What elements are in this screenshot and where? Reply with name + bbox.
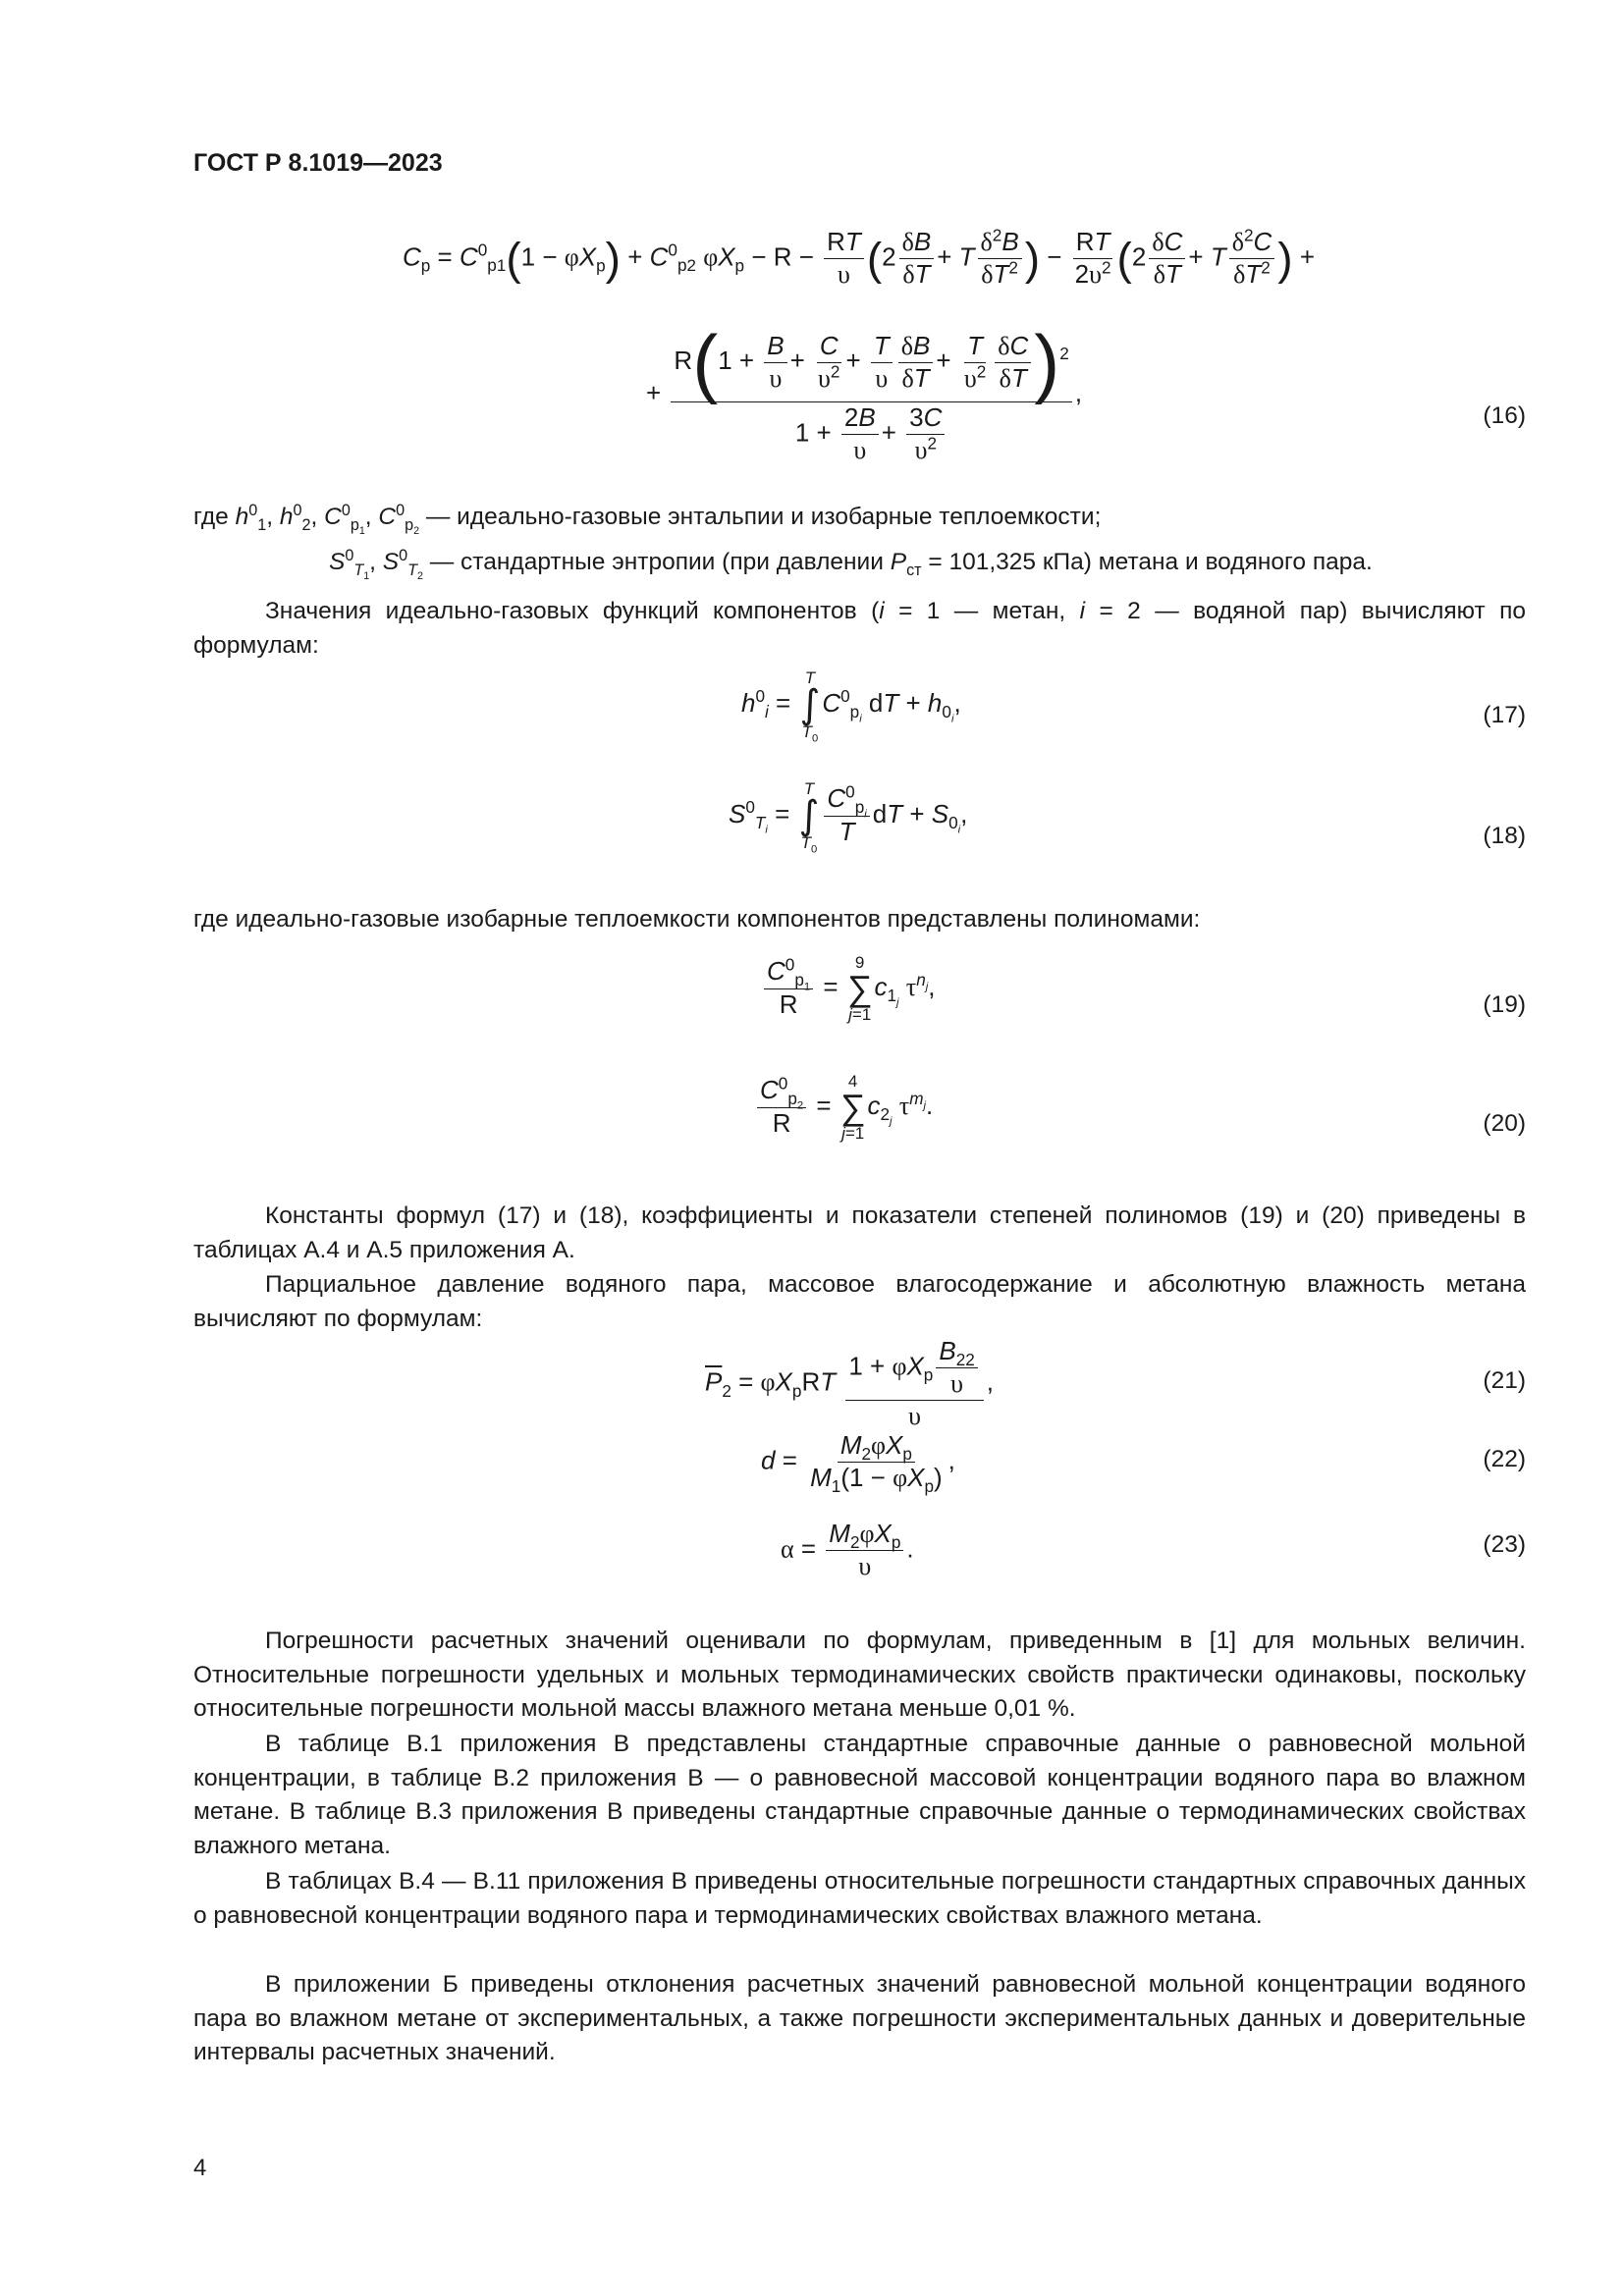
formula-16-line-2: + R(1 + $\frac{B}{\upsilon}$ + $\frac{C}{\upsilon^2}$ + $\frac{T}{\upsilon}$ $\frac{\delta B}{\delta T}$ + $\frac{T}{\upsilon^2}$ $\frac{\delta C}{\delta T}$ )$^2$ 1 + $\frac{2B}{\upsilon}$ + $\frac{3C}{\upsilon^2}$ , <box>646 319 1083 464</box>
where-line-2-tail-a: — стандартные энтропии (при давлении <box>429 549 884 575</box>
paragraph-errors: Погрешности расчетных значений оценивали по формулам, приведенным в [1] для мольных величин. Относительные погрешности удельных и мольных термодинамических свойств практически одинаковы, поскольку относительные погрешности мольной массы влажного метана меньше 0,01 %. <box>193 1628 1526 1723</box>
page-number: 4 <box>193 2155 207 2181</box>
document-header: ГОСТ Р 8.1019—2023 <box>193 149 443 177</box>
ideal-gas-text-a: Значения идеально-газовых функций компонентов ( <box>265 598 880 624</box>
where-line-1: где $h^0_1$, $h^0_2$, $C^0_{p_1}$, $C^0_{p_2}$ — идеально-газовые энтальпии и изобарные теплоемкости; <box>193 501 1102 538</box>
where-line-2: $S^0_{T_1}$, $S^0_{T_2}$ — стандартные энтропии (при давлении $P_{ст} = 101,325$ кПа) метана и водяного пара. <box>329 546 1373 583</box>
where-line-1-tail: — идеально-газовые энтальпии и изобарные теплоемкости; <box>425 504 1102 530</box>
equation-number-23: (23) <box>1483 1531 1526 1558</box>
formula-19: $\frac{C^0_{p_1}}{R}$ = 9 ∑ j=1 $c_{1_j}$ $\tau^{n_j}$, <box>761 954 936 1023</box>
formula-23: α = $\frac{M_2\varphi X_p}{\upsilon}$ . <box>781 1519 914 1580</box>
paragraph-partial-pressure: Парциальное давление водяного пара, массовое влагосодержание и абсолютную влажность метана вычисляют по формулам: <box>193 1271 1526 1332</box>
equation-number-17: (17) <box>1483 702 1526 728</box>
equation-number-16: (16) <box>1483 402 1526 429</box>
formula-22: d = $\frac{M_2\varphi X_p}{M_1(1 - \varphi X_p)}$ , <box>761 1430 955 1497</box>
ideal-gas-text-c: = 2 — водяной пар) вычисляют по формулам: <box>193 598 1526 659</box>
ideal-gas-text-b: = 1 — метан, <box>898 598 1066 624</box>
formula-21: $\overline{P}_2 = \varphi X_pRT$ $1 + \varphi X_p$ $\frac{B_{22}}{\upsilon}$ υ , <box>705 1336 995 1430</box>
formula-20: $\frac{C^0_{p_2}}{R}$ = 4 ∑ j=1 $c_{2_j}$ $\tau^{m_j}$. <box>754 1073 933 1142</box>
equation-number-22: (22) <box>1483 1446 1526 1472</box>
paragraph-appendix-b: В приложении Б приведены отклонения расчетных значений равновесной мольной концентрации водяного пара во влажном метане от экспериментальных, а также погрешности экспериментальных данных и доверительные интервалы расчетных значений. <box>193 1971 1526 2066</box>
paragraph-ideal-gas-functions: Значения идеально-газовых функций компонентов (i = 1 — метан, i = 2 — водяной пар) вычисляют по формулам: <box>193 598 1526 659</box>
formula-16-line-1: $C_p = C^0_{p1}(1 - \varphi X_p) + C^0_{p2}$ $\varphi X_p - R$ − $\frac{RT}{\upsilon}$ (2 $\frac{\delta B}{\delta T}$ + T $\frac{\delta^2B}{\delta T^2}$ ) − $\frac{RT}{2\upsilon^2}$ (2 $\frac{\delta C}{\delta T}$ + T $\frac{\delta^2C}{\delta T^2}$ ) + <box>403 225 1316 289</box>
equation-number-21: (21) <box>1483 1367 1526 1394</box>
paragraph-tables-b: В таблице В.1 приложения В представлены стандартные справочные данные о равновесной мольной концентрации, в таблице В.2 приложения В — о равновесной массовой концентрации водяного пара во влажном метане. В таблице В.3 приложения В приведены стандартные справочные данные о термодинамических свойствах влажного метана. <box>193 1731 1526 1859</box>
paragraph-where-polynomials: где идеально-газовые изобарные теплоемкости компонентов представлены полиномами: <box>193 906 1201 933</box>
equation-number-19: (19) <box>1483 991 1526 1018</box>
equation-number-20: (20) <box>1483 1110 1526 1137</box>
equation-number-18: (18) <box>1483 823 1526 849</box>
formula-17: $h^0_i$ = T ∫ $T_0$ $C^0_{p_i}$ dT + $h_{0_i}$, <box>741 668 961 745</box>
formula-18: $S^0_{T_i}$ = T ∫ $T_0$ $\frac{C^0_{p_i}}{T}$ dT + $S_{0_i}$, <box>729 779 968 856</box>
paragraph-constants: Константы формул (17) и (18), коэффициенты и показатели степеней полиномов (19) и (20) приведены в таблицах А.4 и А.5 приложения А. <box>193 1202 1526 1263</box>
where-line-2-tail-b: = 101,325 кПа) метана и водяного пара. <box>928 549 1373 575</box>
paragraph-tables-b4: В таблицах В.4 — В.11 приложения В приведены относительные погрешности стандартных справочных данных о равновесной концентрации водяного пара и термодинамических свойствах влажного метана. <box>193 1868 1526 1929</box>
